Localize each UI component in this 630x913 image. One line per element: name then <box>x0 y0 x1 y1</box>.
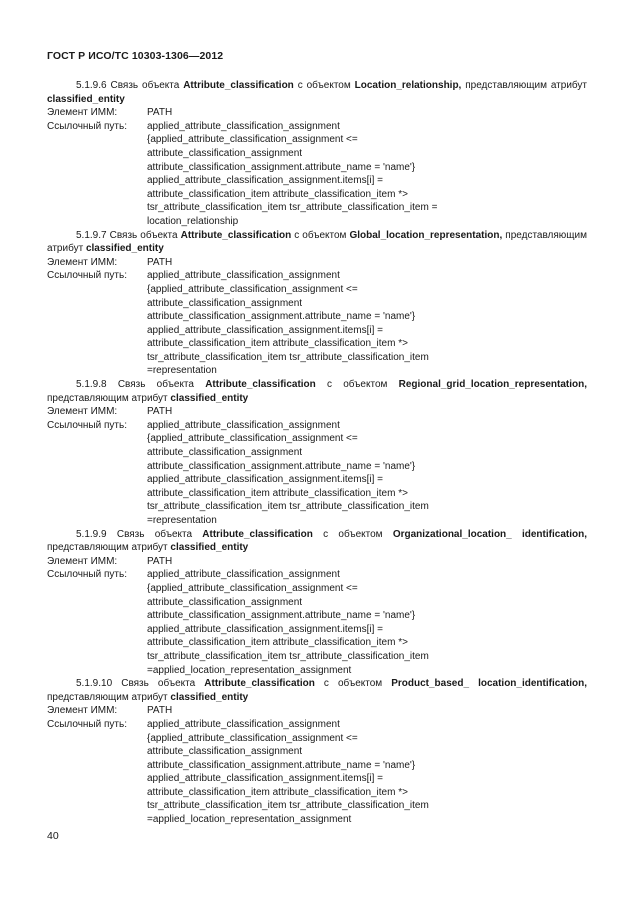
element-row <box>47 405 587 419</box>
path-label: Ссылочный путь: <box>47 718 127 730</box>
path-line: =representation <box>147 515 217 526</box>
document-body <box>47 79 587 827</box>
intro-text: Связь объекта <box>106 229 181 241</box>
path-line: attribute_classification_item attribute_classification_item *> <box>147 637 408 649</box>
path-label: Ссылочный путь: <box>47 270 127 282</box>
element-label: Элемент ИММ: <box>47 406 118 418</box>
target-entity-name: Global_location_representation, <box>349 229 503 241</box>
element-value: PATH <box>147 256 173 268</box>
path-line: {applied_attribute_classification_assignment <= <box>147 732 358 744</box>
path-value <box>147 269 587 378</box>
page-header-title: ГОСТ Р ИСО/ТС 10303-1306—2012 <box>47 50 224 62</box>
element-label: Элемент ИММ: <box>47 256 118 268</box>
path-line: =representation <box>147 365 217 377</box>
path-line: applied_attribute_classification_assignment <box>147 270 340 282</box>
element-row <box>47 704 587 718</box>
entity-name: Attribute_classification <box>205 379 316 391</box>
path-line: {applied_attribute_classification_assignment <= <box>147 134 358 146</box>
section-intro <box>47 378 587 405</box>
path-row <box>47 568 587 677</box>
path-line: attribute_classification_assignment <box>147 596 303 608</box>
path-value <box>147 419 587 528</box>
element-row <box>47 106 587 120</box>
entity-name: Attribute_classification <box>183 80 294 91</box>
target-entity-name: Regional_grid_location_representation, <box>398 379 587 391</box>
intro-text: представляющим атрибут <box>47 392 171 404</box>
path-line: attribute_classification_assignment.attribute_name = 'name'} <box>147 311 416 323</box>
page-number: 40 <box>47 830 59 842</box>
element-value: PATH <box>147 406 173 418</box>
element-label: Элемент ИММ: <box>47 107 118 119</box>
section-intro <box>47 528 587 555</box>
path-row <box>47 419 587 528</box>
intro-text: представляющим атрибут <box>47 542 171 554</box>
target-entity-name: Organizational_location_ identification, <box>392 528 587 540</box>
entity-name: Attribute_classification <box>204 678 315 690</box>
path-line: applied_attribute_classification_assignment <box>147 569 340 581</box>
intro-text: представляющим атрибут <box>47 229 587 255</box>
intro-text: с объектом <box>291 229 350 241</box>
path-line: {applied_attribute_classification_assignment <= <box>147 433 358 445</box>
attribute-name: classified_entity <box>47 93 125 105</box>
path-line: tsr_attribute_classification_item tsr_attribute_classification_item <box>147 351 429 363</box>
path-line: tsr_attribute_classification_item tsr_attribute_classification_item <box>147 800 429 812</box>
intro-text: представляющим атрибут <box>47 691 171 703</box>
attribute-name: classified_entity <box>85 243 164 255</box>
element-label: Элемент ИММ: <box>47 555 118 567</box>
path-line: attribute_classification_assignment <box>147 746 303 758</box>
element-value: PATH <box>147 705 173 717</box>
intro-text: Связь объекта <box>106 528 203 540</box>
target-entity-name: Product_based_ location_identification, <box>391 678 587 690</box>
entity-name: Attribute_classification <box>202 528 313 540</box>
path-label: Ссылочный путь: <box>47 120 127 132</box>
path-line: attribute_classification_assignment.attribute_name = 'name'} <box>147 759 416 771</box>
attribute-name: classified_entity <box>170 691 249 703</box>
path-line: applied_attribute_classification_assignment <box>147 120 340 132</box>
path-line: applied_attribute_classification_assignment.items[i] = <box>147 623 383 635</box>
path-line: {applied_attribute_classification_assignment <= <box>147 582 358 594</box>
path-line: tsr_attribute_classification_item tsr_attribute_classification_item <box>147 650 429 662</box>
path-line: attribute_classification_assignment.attribute_name = 'name'} <box>147 460 416 472</box>
path-line: attribute_classification_assignment <box>147 297 303 309</box>
intro-text: с объектом <box>312 528 393 540</box>
path-row <box>47 120 587 229</box>
section-intro <box>47 229 587 256</box>
section-5-1-9-10 <box>47 677 587 827</box>
attribute-name: classified_entity <box>170 542 249 554</box>
path-value <box>147 120 587 229</box>
element-value: PATH <box>147 107 173 119</box>
path-line: attribute_classification_item attribute_classification_item *> <box>147 786 408 798</box>
path-row <box>47 718 587 827</box>
path-line: {applied_attribute_classification_assignment <= <box>147 283 358 295</box>
path-label: Ссылочный путь: <box>47 569 127 581</box>
path-line: applied_attribute_classification_assignment.items[i] = <box>147 474 383 486</box>
path-line: applied_attribute_classification_assignment.items[i] = <box>147 175 383 187</box>
section-number: 5.1.9.9 <box>76 528 107 540</box>
attribute-name: classified_entity <box>170 392 249 404</box>
path-line: applied_attribute_classification_assignment <box>147 419 340 431</box>
path-line: attribute_classification_item attribute_classification_item *> <box>147 188 408 200</box>
intro-text: Связь объекта <box>106 379 206 391</box>
intro-text: Связь объекта <box>106 80 184 91</box>
section-number: 5.1.9.7 <box>76 229 107 241</box>
element-label: Элемент ИММ: <box>47 705 118 717</box>
intro-text: с объектом <box>293 80 355 91</box>
path-line: applied_attribute_classification_assignment.items[i] = <box>147 773 383 785</box>
element-row <box>47 555 587 569</box>
intro-text: с объектом <box>314 678 392 690</box>
section-number: 5.1.9.8 <box>76 379 107 391</box>
intro-text: представляющим атрибут <box>461 80 587 91</box>
section-intro <box>47 677 587 704</box>
section-5-1-9-6 <box>47 79 587 229</box>
element-row <box>47 256 587 270</box>
intro-text: с объектом <box>315 379 399 391</box>
path-line: attribute_classification_assignment <box>147 147 303 159</box>
path-value <box>147 568 587 677</box>
path-line: location_relationship <box>147 215 239 227</box>
path-line: =applied_location_representation_assignment <box>147 664 352 676</box>
element-value: PATH <box>147 555 173 567</box>
section-5-1-9-7 <box>47 229 587 379</box>
target-entity-name: Location_relationship, <box>354 80 462 91</box>
path-line: =applied_location_representation_assignment <box>147 814 352 826</box>
path-line: applied_attribute_classification_assignment <box>147 718 340 730</box>
path-line: attribute_classification_assignment.attribute_name = 'name'} <box>147 610 416 622</box>
section-number: 5.1.9.6 <box>76 80 107 91</box>
path-value <box>147 718 587 827</box>
path-line: attribute_classification_item attribute_classification_item *> <box>147 487 408 499</box>
section-5-1-9-8 <box>47 378 587 528</box>
section-number: 5.1.9.10 <box>76 678 113 690</box>
path-line: attribute_classification_assignment.attribute_name = 'name'} <box>147 161 416 173</box>
path-line: tsr_attribute_classification_item tsr_attribute_classification_item = <box>147 202 438 214</box>
path-line: applied_attribute_classification_assignment.items[i] = <box>147 324 383 336</box>
path-line: attribute_classification_item attribute_classification_item *> <box>147 338 408 350</box>
entity-name: Attribute_classification <box>180 229 292 241</box>
path-row <box>47 269 587 378</box>
section-5-1-9-9 <box>47 528 587 678</box>
intro-text: Связь объекта <box>112 678 205 690</box>
path-line: tsr_attribute_classification_item tsr_attribute_classification_item <box>147 501 429 513</box>
section-intro <box>47 79 587 106</box>
path-line: attribute_classification_assignment <box>147 447 303 459</box>
path-label: Ссылочный путь: <box>47 419 127 431</box>
